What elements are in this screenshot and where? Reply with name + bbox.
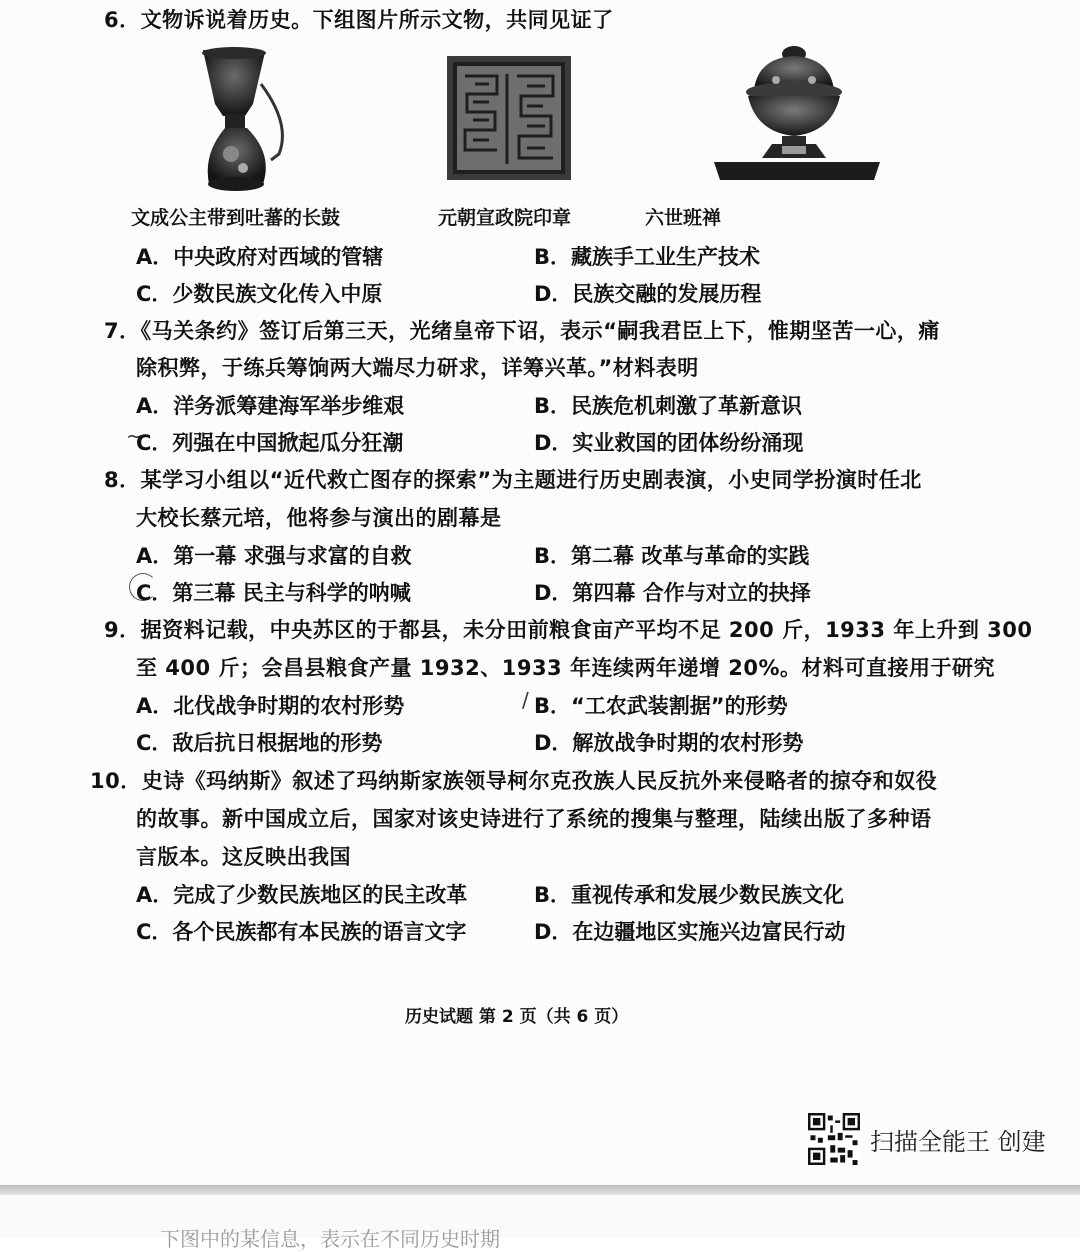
q6-stem: 6．文物诉说着历史。下组图片所示文物，共同见证了 — [104, 8, 614, 32]
q8-option-d: D．第四幕 合作与对立的抉择 — [534, 581, 811, 605]
q10-option-a: A．完成了少数民族地区的民主改革 — [136, 883, 468, 907]
caption-yuan-seal: 元朝宣政院印章 — [438, 207, 572, 229]
pencil-slash-mark: / — [522, 688, 529, 712]
q8-stem-line2: 大校长蔡元培，他将参与演出的剧幕是 — [136, 506, 502, 530]
q6-option-b: B．藏族手工业生产技术 — [534, 245, 761, 269]
q8-stem-line1: 8．某学习小组以“近代救亡图存的探索”为主题进行历史剧表演，小史同学扮演时任北 — [104, 468, 922, 492]
caption-panchen: 六世班禅 — [645, 207, 722, 229]
q10-stem-line1: 10．史诗《玛纳斯》叙述了玛纳斯家族领导柯尔克孜族人民反抗外来侵略者的掠夺和奴役 — [90, 769, 938, 793]
panchen-artifact-image — [712, 40, 882, 185]
q7-option-c: C．列强在中国掀起瓜分狂潮 — [136, 431, 404, 455]
q8-option-a: A．第一幕 求强与求富的自救 — [136, 544, 412, 568]
q6-option-c: C．少数民族文化传入中原 — [136, 282, 383, 306]
q7-option-d: D．实业救国的团体纷纷涌现 — [534, 431, 804, 455]
q10-stem-line3: 言版本。这反映出我国 — [136, 845, 351, 869]
q10-option-c: C．各个民族都有本民族的语言文字 — [136, 920, 467, 944]
q9-option-d: D．解放战争时期的农村形势 — [534, 731, 804, 755]
q8-option-c: C．第三幕 民主与科学的呐喊 — [136, 581, 411, 605]
page-divider — [0, 1185, 1080, 1195]
q10-stem-line2: 的故事。新中国成立后，国家对该史诗进行了系统的搜集与整理，陆续出版了多种语 — [136, 807, 932, 831]
q7-stem-line1: 7．《马关条约》签订后第三天，光绪皇帝下诏，表示“嗣我君臣上下，惟期坚苦一心，痛 — [104, 319, 940, 343]
scanner-watermark — [808, 1113, 1046, 1165]
long-drum-image — [195, 44, 295, 194]
next-page-text: 下图中的某信息，表示在不同历史时期 — [160, 1227, 500, 1251]
q7-option-a: A．洋务派筹建海军举步维艰 — [136, 394, 405, 418]
qr-code-icon — [808, 1113, 860, 1165]
q6-option-a: A．中央政府对西域的管辖 — [136, 245, 384, 269]
yuan-seal-image — [445, 54, 573, 182]
q7-option-b: B．民族危机刺激了革新意识 — [534, 394, 803, 418]
q9-stem-line2: 至 400 斤；会昌县粮食产量 1932、1933 年连续两年递增 20%。材料可直接用于研究 — [136, 656, 996, 680]
q10-option-d: D．在边疆地区实施兴边富民行动 — [534, 920, 846, 944]
q9-option-a: A．北伐战争时期的农村形势 — [136, 694, 405, 718]
caption-long-drum: 文成公主带到吐蕃的长鼓 — [131, 207, 341, 229]
q7-stem-line2: 除积弊，于练兵筹饷两大端尽力研求，详筹兴革。”材料表明 — [136, 356, 699, 380]
scanner-label: 扫描全能王 创建 — [870, 1127, 1046, 1156]
q9-stem-line1: 9．据资料记载，中央苏区的于都县，未分田前粮食亩产平均不足 200 斤，1933 年上升到 300 — [104, 618, 1033, 642]
page-footer: 历史试题 第 2 页（共 6 页） — [405, 1007, 629, 1027]
next-page-preview — [0, 1195, 1080, 1251]
pencil-tick-mark: ~ — [126, 424, 143, 448]
q9-option-c: C．敌后抗日根据地的形势 — [136, 731, 383, 755]
q6-option-d: D．民族交融的发展历程 — [534, 282, 762, 306]
q8-option-b: B．第二幕 改革与革命的实践 — [534, 544, 810, 568]
q9-option-b: B．“工农武装割据”的形势 — [534, 694, 788, 718]
q10-option-b: B．重视传承和发展少数民族文化 — [534, 883, 845, 907]
